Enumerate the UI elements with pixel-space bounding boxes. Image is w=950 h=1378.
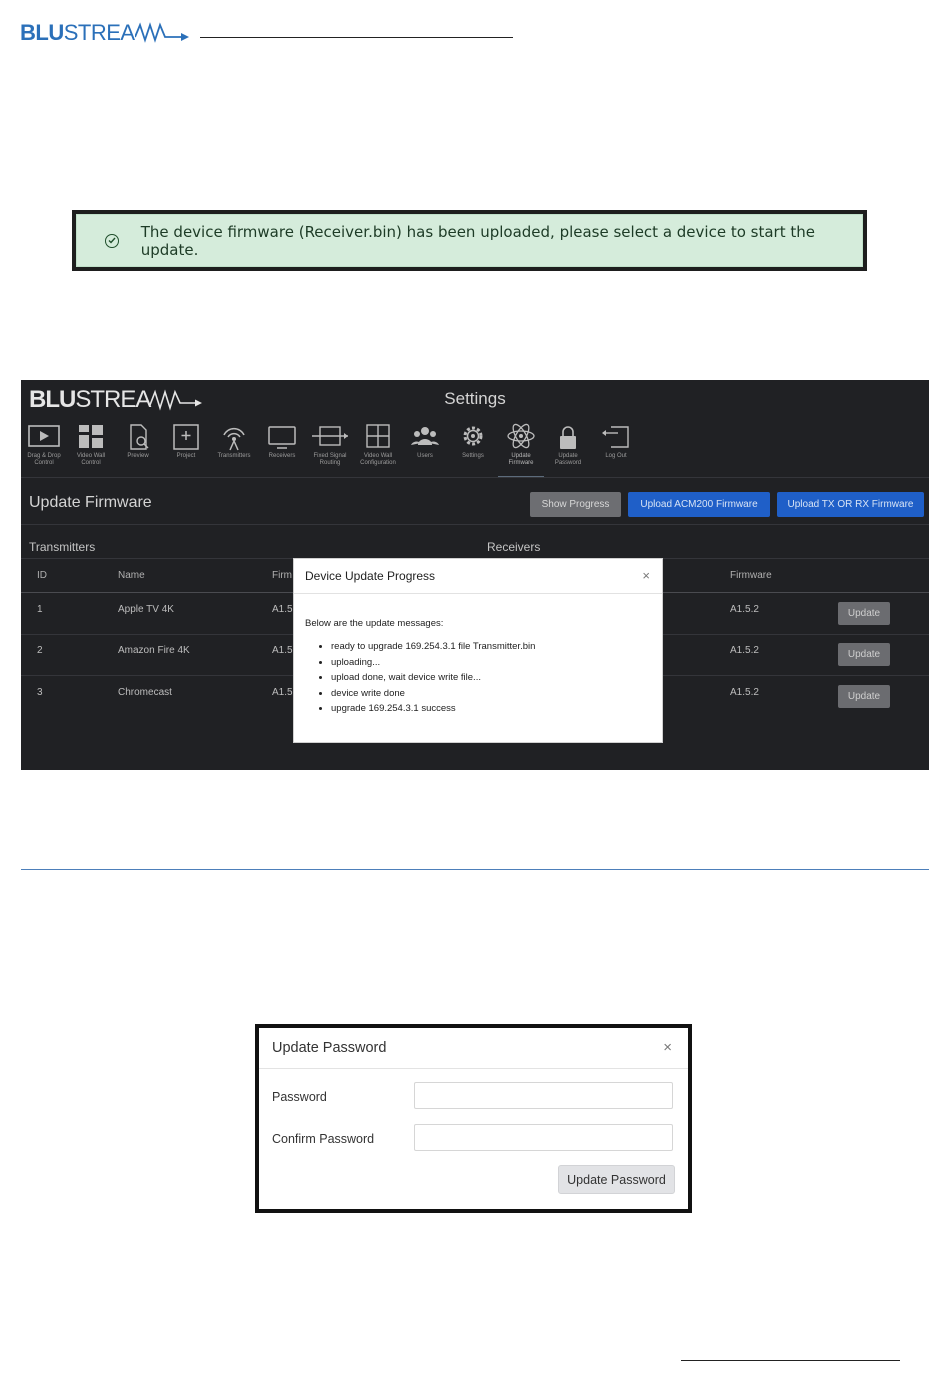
row-1-id: 1 (37, 604, 43, 615)
modal-intro: Below are the update messages: (305, 618, 444, 629)
footer-rule (681, 1360, 900, 1361)
header-rule (200, 37, 513, 38)
nav-label: Video Wall (76, 453, 106, 459)
row-3-id: 3 (37, 687, 43, 698)
nav-label: Password (554, 460, 582, 466)
alert-message: The device firmware (Receiver.bin) has been uploaded, please select a device to start the update. (140, 222, 815, 259)
receivers-heading: Receivers (487, 540, 541, 554)
nav-label: Video Wall (363, 453, 393, 459)
nav-update-firmware[interactable] (498, 420, 544, 477)
nav-label: Preview (127, 453, 149, 459)
blustream-logo (20, 20, 191, 46)
nav-divider (21, 477, 929, 478)
play-screen-icon (27, 423, 61, 451)
nav-video-wall-control[interactable] (68, 420, 114, 476)
column-header-firmware-partial: Firm (272, 570, 292, 581)
nav-transmitters[interactable] (211, 420, 257, 476)
settings-screenshot (21, 380, 929, 770)
nav-fixed-signal-routing[interactable] (307, 420, 353, 476)
nav-preview[interactable] (115, 420, 161, 476)
confirm-password-label: Confirm Password (272, 1132, 375, 1146)
row-2-id: 2 (37, 645, 43, 656)
nav-label: Transmitters (217, 453, 251, 459)
grid-tiles-icon (74, 423, 108, 451)
row-1-firmware-partial: A1.5 (272, 604, 293, 615)
nav-bar (21, 420, 929, 478)
update-messages-list (294, 639, 662, 717)
nav-drag-drop-control[interactable] (21, 420, 67, 476)
update-password-button[interactable]: Update Password (558, 1165, 675, 1194)
update-password-dialog (259, 1028, 688, 1209)
atom-icon (504, 423, 538, 451)
nav-label: Drag & Drop (27, 453, 61, 459)
nav-update-password[interactable] (545, 420, 591, 476)
logo-wave-icon (135, 22, 191, 44)
monitor-icon (265, 423, 299, 451)
row-3-name: Chromecast (118, 687, 172, 698)
password-input[interactable] (414, 1082, 673, 1109)
dialog-title: Update Password (272, 1040, 387, 1056)
app-logo-bold: BLU (29, 386, 76, 413)
section-rule (21, 869, 929, 870)
upload-tx-rx-firmware-button[interactable]: Upload TX OR RX Firmware (777, 492, 924, 517)
logout-icon (599, 423, 633, 451)
device-update-progress-modal (293, 558, 663, 743)
nav-label: Update (511, 453, 531, 459)
nav-label: Settings (462, 453, 484, 459)
alert-screenshot (72, 210, 867, 271)
nav-users[interactable] (402, 420, 448, 476)
update-message: • ready to upgrade 169.254.3.1 file Transmitter.bin (331, 639, 662, 655)
nav-settings[interactable] (450, 420, 496, 476)
gear-icon (456, 423, 490, 451)
nav-label: Control (81, 460, 101, 466)
logo-rest-text: STREA (63, 20, 135, 45)
plus-box-icon (169, 423, 203, 451)
confirm-password-input[interactable] (414, 1124, 673, 1151)
dialog-close-icon[interactable]: × (663, 1039, 672, 1056)
nav-label: Users (417, 453, 433, 459)
row-2-update-button[interactable]: Update (838, 643, 890, 666)
nav-log-out[interactable] (593, 420, 639, 476)
nav-receivers[interactable] (259, 420, 305, 476)
update-message: • upgrade 169.254.3.1 success (331, 701, 662, 717)
row-2-firmware-partial: A1.5 (272, 645, 293, 656)
modal-close-icon[interactable]: × (642, 568, 650, 583)
check-circle-icon (105, 234, 119, 248)
update-message: • device write done (331, 686, 662, 702)
transmitters-heading: Transmitters (29, 540, 96, 554)
column-header-id: ID (37, 570, 47, 581)
nav-label: Fixed Signal (313, 453, 347, 459)
row-1-name: Apple TV 4K (118, 604, 174, 615)
success-alert (76, 214, 863, 267)
lock-icon (551, 423, 585, 451)
nav-label: Configuration (360, 460, 396, 466)
users-icon (408, 423, 442, 451)
row-2-name: Amazon Fire 4K (118, 645, 190, 656)
app-logo-rest: STREA (75, 386, 151, 413)
nav-label: Receivers (268, 453, 296, 459)
update-message: • uploading... (331, 655, 662, 671)
row-1-update-button[interactable]: Update (838, 602, 890, 625)
document-search-icon (121, 423, 155, 451)
show-progress-button[interactable]: Show Progress (530, 492, 621, 517)
nav-label: Project (176, 453, 196, 459)
nav-label: Control (34, 460, 54, 466)
row-3-firmware-partial: A1.5 (272, 687, 293, 698)
nav-label: Firmware (508, 460, 534, 466)
section-divider (21, 524, 929, 525)
row-1-firmware: A1.5.2 (730, 604, 759, 615)
password-label: Password (272, 1090, 327, 1104)
column-header-firmware: Firmware (730, 570, 772, 581)
routing-icon (311, 423, 349, 451)
page-title: Update Firmware (29, 494, 152, 511)
password-dialog-screenshot (255, 1024, 692, 1213)
row-3-update-button[interactable]: Update (838, 685, 890, 708)
column-header-name: Name (118, 570, 145, 581)
upload-acm200-firmware-button[interactable]: Upload ACM200 Firmware (628, 492, 770, 517)
update-message: • upload done, wait device write file... (331, 670, 662, 686)
nav-label: Update (558, 453, 578, 459)
row-3-firmware: A1.5.2 (730, 687, 759, 698)
row-2-firmware: A1.5.2 (730, 645, 759, 656)
nav-video-wall-configuration[interactable] (355, 420, 401, 476)
nav-label: Log Out (605, 453, 627, 459)
modal-title: Device Update Progress (305, 569, 436, 583)
logo-bold-text: BLU (20, 20, 64, 45)
app-title: Settings (444, 389, 506, 408)
nav-label: Routing (319, 460, 341, 466)
antenna-icon (217, 423, 251, 451)
wall-config-icon (361, 423, 395, 451)
nav-project[interactable] (163, 420, 209, 476)
